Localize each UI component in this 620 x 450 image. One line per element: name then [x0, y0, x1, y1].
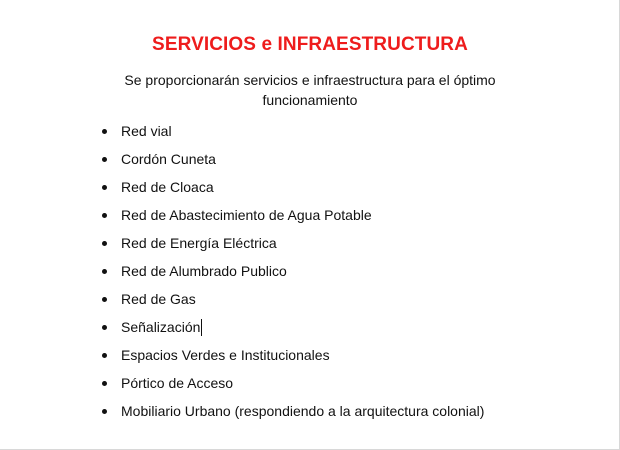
list-item-text: Espacios Verdes e Institucionales	[121, 347, 330, 363]
list-item[interactable]	[102, 397, 484, 425]
bullet-icon	[102, 185, 107, 190]
list-item[interactable]	[102, 173, 484, 201]
list-item[interactable]	[102, 369, 484, 397]
bullet-list	[102, 117, 484, 425]
list-item-text: Red de Alumbrado Publico	[121, 263, 287, 279]
list-item[interactable]	[102, 117, 484, 145]
list-item[interactable]	[102, 257, 484, 285]
list-item-text: Cordón Cuneta	[121, 151, 216, 167]
list-item-text: Pórtico de Acceso	[121, 375, 234, 391]
bullet-icon	[102, 269, 107, 274]
list-item[interactable]	[102, 341, 484, 369]
list-item-text: Señalización	[121, 319, 201, 335]
list-item[interactable]	[102, 285, 484, 313]
bullet-icon	[102, 129, 107, 134]
list-item-text: Red vial	[121, 123, 172, 139]
bullet-icon	[102, 297, 107, 302]
list-item-text: Red de Gas	[121, 291, 196, 307]
bullet-icon	[102, 241, 107, 246]
bullet-icon	[102, 325, 107, 330]
list-item[interactable]	[102, 313, 484, 341]
list-item-text: Red de Cloaca	[121, 179, 214, 195]
list-item[interactable]	[102, 229, 484, 257]
bullet-icon	[102, 157, 107, 162]
list-item-text: Red de Energía Eléctrica	[121, 235, 277, 251]
bullet-icon	[102, 213, 107, 218]
document-subtitle: Se proporcionarán servicios e infraestructura para el óptimo funcionamiento	[124, 72, 496, 108]
bullet-icon	[102, 381, 107, 386]
list-item-text: Mobiliario Urbano (respondiendo a la arquitectura colonial)	[121, 403, 485, 419]
bullet-icon	[102, 409, 107, 414]
list-item[interactable]	[102, 201, 484, 229]
list-item-text: Red de Abastecimiento de Agua Potable	[121, 207, 372, 223]
text-cursor	[201, 319, 202, 336]
bullet-icon	[102, 353, 107, 358]
document-title: SERVICIOS e INFRAESTRUCTURA	[152, 34, 468, 55]
list-item[interactable]	[102, 145, 484, 173]
